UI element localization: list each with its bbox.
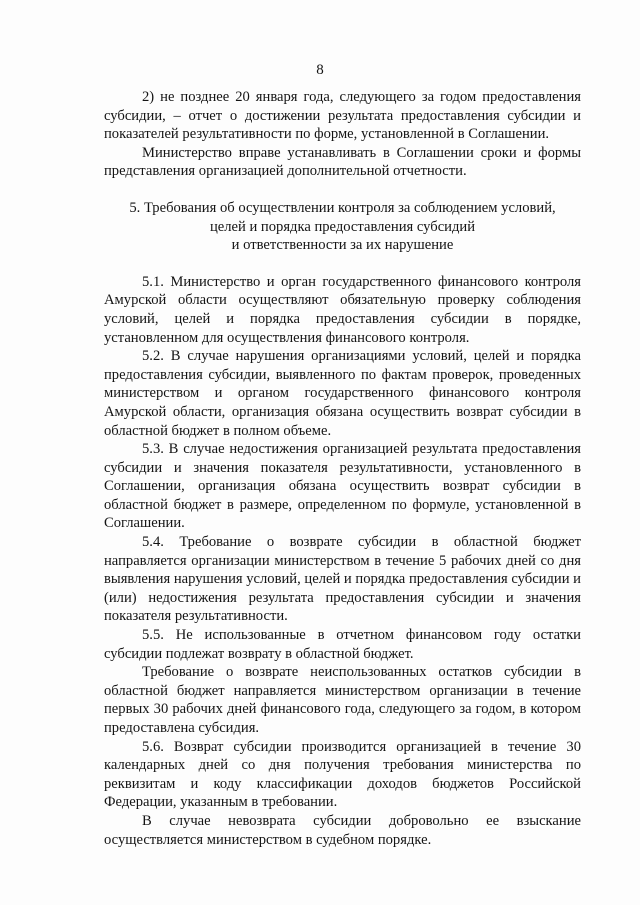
paragraph-5-4: 5.4. Требование о возврате субсидии в областной бюджет направляется организации министерством в течение 5 рабочих дней со дня выявления нарушения условий, целей и порядка предоставления субсидии и (или) недостижения результата предоставления субсидии и значения показателя результативности.	[104, 534, 581, 625]
paragraph-5-3: 5.3. В случае недостижения организацией результата предоставления субсидии и значения показателя результативности, установленного в Соглашении, организация обязана осуществить возврат субсидии в областной бюджет в размере, определенном по формуле, установленной в Соглашении.	[104, 441, 581, 532]
paragraph-judicial-recovery: В случае невозврата субсидии добровольно ее взыскание осуществляется министерством в судебном порядке.	[104, 812, 581, 848]
section-heading	[104, 199, 581, 255]
section-heading-line-3: и ответственности за их нарушение	[231, 237, 454, 254]
paragraph-report-deadline: 2) не позднее 20 января года, следующего за годом предоставления субсидии, – отчет о достижении результата предоставления субсидии и показателей результативности по форме, установленной в Соглашении.	[104, 89, 581, 143]
paragraph-5-2: 5.2. В случае нарушения организациями условий, целей и порядка предоставления субсидии, выявленного по фактам проверок, проведенных министерством и органом государственного финансового контроля Амурской области, организация обязана осуществить возврат субсидии в областной бюджет в полном объеме.	[104, 348, 581, 439]
paragraph-5-6: 5.6. Возврат субсидии производится организацией в течение 30 календарных дней со дня получения требования министерства по реквизитам и коду классификации доходов бюджетов Российской Федерации, указанным в требовании.	[104, 738, 581, 811]
paragraph-5-5: 5.5. Не использованные в отчетном финансовом году остатки субсидии подлежат возврату в областной бюджет.	[104, 627, 581, 662]
paragraph-return-requirement: Требование о возврате неиспользованных остатков субсидии в областной бюджет направляется министерством организации в течение первых 30 рабочих дней финансового года, следующего за годом, в котором предоставлена субсидия.	[104, 664, 581, 736]
paragraph-additional-reporting: Министерство вправе устанавливать в Соглашении сроки и формы представления организацией дополнительной отчетности.	[104, 144, 581, 180]
section-heading-line-1: 5. Требования об осуществлении контроля за соблюдением условий,	[129, 199, 556, 216]
page-number: 8	[316, 62, 324, 78]
paragraph-5-1: 5.1. Министерство и орган государственного финансового контроля Амурской области осуществляют обязательную проверку соблюдения условий, целей и порядка предоставления субсидии в порядке, установленном для осуществления финансового контроля.	[104, 273, 581, 346]
document-body	[104, 88, 581, 849]
section-heading-line-2: целей и порядка предоставления субсидий	[209, 218, 476, 235]
